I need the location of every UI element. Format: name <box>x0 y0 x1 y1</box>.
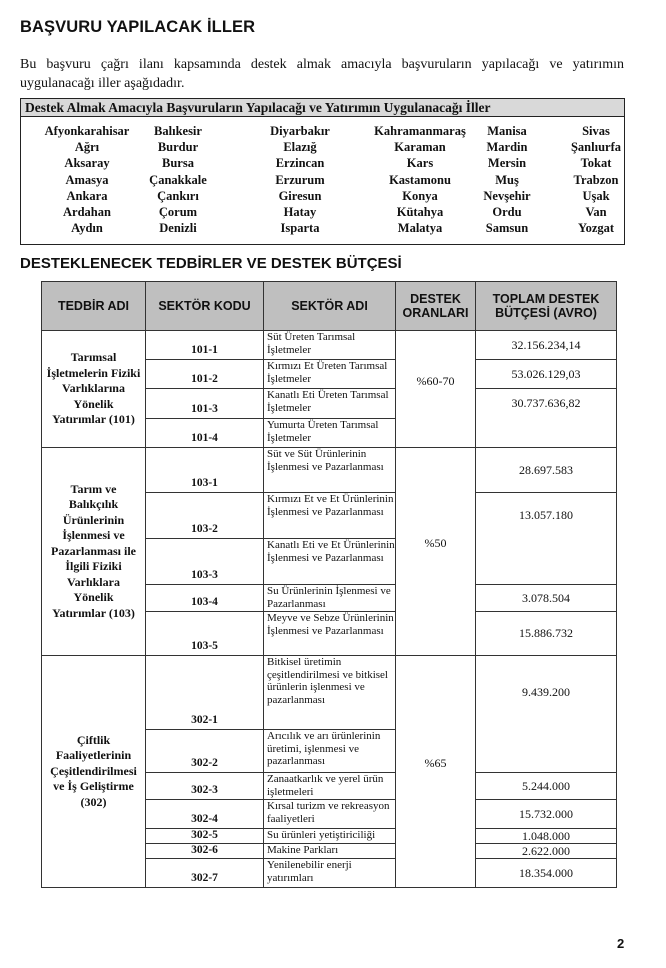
sector-name: Kırsal turizm ve rekreasyon faaliyetleri <box>263 799 395 828</box>
header-kod: SEKTÖR KODU <box>145 281 263 330</box>
sector-code: 103-3 <box>145 538 263 584</box>
province-name: Manisa <box>487 124 527 138</box>
province-name: Ardahan <box>63 205 111 220</box>
province-name: Amasya <box>65 172 109 187</box>
sector-name: Yenilenebilir enerji yatırımları <box>263 858 395 887</box>
page-number: 2 <box>617 936 625 951</box>
sector-code: 302-6 <box>145 843 263 858</box>
sector-name: Arıcılık ve arı ürünlerinin üretimi, işlenmesi ve pazarlanması <box>263 729 395 772</box>
province-name: Van <box>585 205 607 220</box>
province-name: Giresun <box>278 188 322 203</box>
total-budget: 32.156.234,14 <box>475 330 616 359</box>
header-tedbir: TEDBİR ADI <box>41 281 145 330</box>
header-sektor: SEKTÖR ADI <box>263 281 395 330</box>
province-name: Konya <box>402 188 438 203</box>
sector-name: Su Ürünlerinin İşlenmesi ve Pazarlanması <box>263 584 395 611</box>
province-name: Trabzon <box>573 172 619 187</box>
total-budget: 15.732.000 <box>475 799 616 828</box>
province-name: Erzincan <box>275 156 325 171</box>
province-name: Isparta <box>280 221 320 236</box>
sector-code: 302-4 <box>145 799 263 828</box>
total-budget: 2.622.000 <box>475 843 616 858</box>
province-name: Aksaray <box>64 156 110 171</box>
province-column <box>118 123 238 236</box>
sector-name: Su ürünleri yetiştiriciliği <box>263 828 395 843</box>
province-name: Kars <box>406 156 434 171</box>
sector-name: Makine Parkları <box>263 843 395 858</box>
province-name: Muş <box>495 172 519 187</box>
support-rate: %50 <box>395 447 475 655</box>
total-budget: 9.439.200 <box>475 655 616 772</box>
province-name: Afyonkarahisar <box>44 124 130 138</box>
sector-code: 302-1 <box>145 655 263 729</box>
sector-name: Kırmızı Et ve Et Ürünlerinin İşlenmesi ve Pazarlanması <box>263 492 395 538</box>
sector-code: 103-1 <box>145 447 263 492</box>
section1-title: BAŞVURU YAPILACAK İLLER <box>20 18 256 36</box>
province-name: Kütahya <box>396 205 444 220</box>
sector-name: Zanaatkarlık ve yerel ürün işletmeleri <box>263 772 395 799</box>
province-name: Çankırı <box>157 188 199 203</box>
sector-name: Kanatlı Eti Üreten Tarımsal İşletmeler <box>263 388 395 418</box>
header-butce: TOPLAM DESTEK BÜTÇESİ (AVRO) <box>475 281 616 330</box>
support-rate: %65 <box>395 655 475 887</box>
total-budget: 28.697.583 <box>475 447 616 492</box>
sector-code: 101-1 <box>145 330 263 359</box>
province-name: Samsun <box>485 221 529 236</box>
support-rate: %60-70 <box>395 330 475 447</box>
province-name: Tokat <box>580 156 612 171</box>
total-budget: 13.057.180 <box>475 492 616 584</box>
province-name: Çanakkale <box>149 172 207 187</box>
province-name: Mersin <box>487 156 527 171</box>
province-name: Kahramanmaraş <box>374 124 466 138</box>
province-name: Yozgat <box>577 221 615 236</box>
intro-paragraph: Bu başvuru çağrı ilanı kapsamında destek almak amacıyla başvuruların yapılacağı ve yatırımın uygulanacağı iller aşağıdadır. <box>20 57 624 91</box>
province-name: Çorum <box>158 205 198 220</box>
province-name: Aydın <box>71 221 103 236</box>
total-budget: 1.048.000 <box>475 828 616 843</box>
province-name: Karaman <box>394 140 446 155</box>
province-column <box>240 123 360 236</box>
province-name: Bursa <box>162 156 194 171</box>
province-name: Denizli <box>159 221 197 236</box>
measure-name: Tarım ve Balıkçılık Ürünlerinin İşlenmesi ve Pazarlanması ile İlgili Fiziki Varlıklara Yönelik Yatırımlar (103) <box>41 447 145 655</box>
province-name: Sivas <box>582 124 610 138</box>
sector-code: 101-4 <box>145 418 263 447</box>
sector-code: 302-3 <box>145 772 263 799</box>
province-name: Elazığ <box>283 140 317 155</box>
province-name: Uşak <box>582 188 610 203</box>
sector-code: 302-2 <box>145 729 263 772</box>
sector-code: 103-4 <box>145 584 263 611</box>
sector-name: Süt Üreten Tarımsal İşletmeler <box>263 330 395 359</box>
province-name: Nevşehir <box>483 188 531 203</box>
measure-name: Tarımsal İşletmelerin Fiziki Varlıklarına Yönelik Yatırımlar (101) <box>41 330 145 447</box>
province-name: Şanlıurfa <box>570 140 621 155</box>
province-name: Malatya <box>397 221 443 236</box>
sector-name: Meyve ve Sebze Ürünlerinin İşlenmesi ve Pazarlanması <box>263 611 395 655</box>
total-budget: 30.737.636,82 <box>475 388 616 447</box>
provinces-box-title: Destek Almak Amacıyla Başvuruların Yapılacağı ve Yatırımın Uygulanacağı İller <box>21 99 624 117</box>
province-column <box>536 123 656 236</box>
section2-title: DESTEKLENECEK TEDBİRLER VE DESTEK BÜTÇESİ <box>20 255 402 272</box>
sector-name: Kanatlı Eti ve Et Ürünlerinin İşlenmesi ve Pazarlanması <box>263 538 395 584</box>
province-name: Ağrı <box>74 140 100 155</box>
total-budget: 5.244.000 <box>475 772 616 799</box>
total-budget: 53.026.129,03 <box>475 359 616 388</box>
sector-code: 302-5 <box>145 828 263 843</box>
province-name: Erzurum <box>275 172 325 187</box>
province-name: Ordu <box>492 205 522 220</box>
sector-name: Süt ve Süt Ürünlerinin İşlenmesi ve Pazarlanması <box>263 447 395 492</box>
total-budget: 18.354.000 <box>475 858 616 887</box>
total-budget: 15.886.732 <box>475 611 616 655</box>
province-name: Diyarbakır <box>270 124 330 138</box>
header-oran: DESTEK ORANLARI <box>395 281 475 330</box>
sector-code: 103-5 <box>145 611 263 655</box>
province-name: Hatay <box>283 205 317 220</box>
total-budget: 3.078.504 <box>475 584 616 611</box>
sector-code: 302-7 <box>145 858 263 887</box>
sector-name: Bitkisel üretimin çeşitlendirilmesi ve bitkisel ürünlerin işlenmesi ve pazarlanması <box>263 655 395 729</box>
sector-name: Yumurta Üreten Tarımsal İşletmeler <box>263 418 395 447</box>
sector-code: 101-3 <box>145 388 263 418</box>
sector-code: 101-2 <box>145 359 263 388</box>
province-name: Mardin <box>486 140 528 155</box>
sector-code: 103-2 <box>145 492 263 538</box>
province-name: Ankara <box>66 188 108 203</box>
provinces-box <box>20 98 625 245</box>
province-name: Burdur <box>157 140 199 155</box>
sector-name: Kırmızı Et Üreten Tarımsal İşletmeler <box>263 359 395 388</box>
measure-name: Çiftlik Faaliyetlerinin Çeşitlendirilmesi ve İş Geliştirme (302) <box>41 655 145 887</box>
province-name: Kastamonu <box>389 172 451 187</box>
province-name: Balıkesir <box>154 124 202 138</box>
